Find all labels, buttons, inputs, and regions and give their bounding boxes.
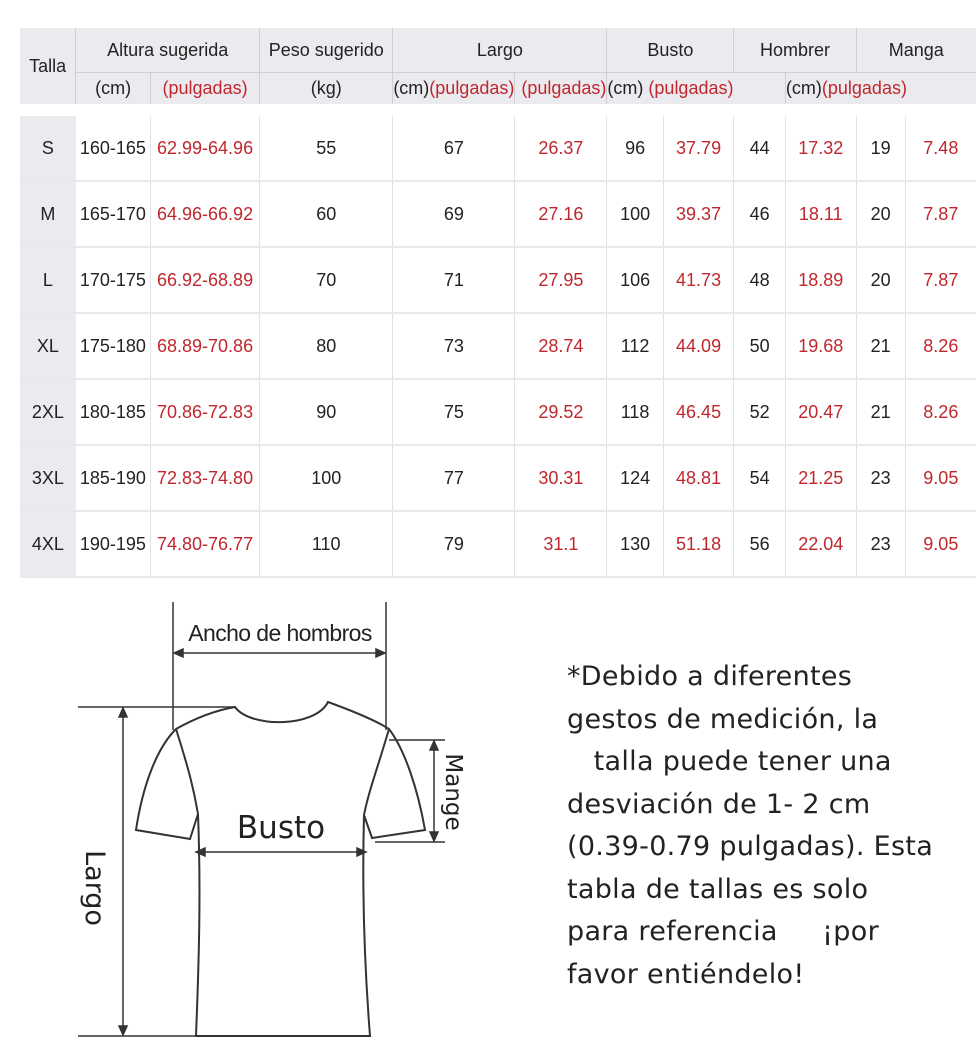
- cell-kg: 80: [260, 313, 393, 379]
- cell-s-in: 21.25: [785, 445, 856, 511]
- unit-largo-cm-text: (cm): [393, 78, 430, 98]
- unit-manga: [785, 73, 976, 105]
- cell-b-cm: 118: [607, 379, 663, 445]
- unit-altura-in: (pulgadas): [150, 73, 259, 105]
- cell-h-cm: 190-195: [76, 511, 151, 577]
- cell-l-in: 27.95: [515, 247, 607, 313]
- cell-l-in: 27.16: [515, 181, 607, 247]
- cell-h-in: 72.83-74.80: [150, 445, 259, 511]
- measurement-disclaimer: *Debido a diferentes gestos de medición, la talla puede tener una desviación de 1- 2 cm (0.39-0.79 pulgadas). Esta tabla de tallas es solo para referencia ¡por favor entiéndelo!: [567, 661, 934, 990]
- table-row: [20, 181, 976, 247]
- cell-size: M: [20, 181, 76, 247]
- unit-manga-cm: (cm): [785, 78, 822, 98]
- cell-b-cm: 100: [607, 181, 663, 247]
- unit-altura-cm: (cm): [76, 73, 151, 105]
- cell-l-cm: 71: [393, 247, 515, 313]
- cell-s-cm: 56: [734, 511, 786, 577]
- cell-size: 2XL: [20, 379, 76, 445]
- header-row: [20, 28, 976, 73]
- cell-b-cm: 130: [607, 511, 663, 577]
- cell-size: 3XL: [20, 445, 76, 511]
- cell-s-in: 18.11: [785, 181, 856, 247]
- unit-largo-cm: [393, 73, 515, 105]
- cell-m-in: 7.87: [905, 247, 976, 313]
- cell-m-in: 8.26: [905, 313, 976, 379]
- cell-h-cm: 180-185: [76, 379, 151, 445]
- cell-kg: 90: [260, 379, 393, 445]
- cell-m-in: 8.26: [905, 379, 976, 445]
- cell-b-in: 48.81: [663, 445, 734, 511]
- cell-s-in: 18.89: [785, 247, 856, 313]
- cell-h-in: 68.89-70.86: [150, 313, 259, 379]
- table-row: [20, 511, 976, 577]
- cell-kg: 60: [260, 181, 393, 247]
- cell-h-in: 74.80-76.77: [150, 511, 259, 577]
- cell-l-in: 29.52: [515, 379, 607, 445]
- cell-l-cm: 79: [393, 511, 515, 577]
- cell-m-in: 9.05: [905, 511, 976, 577]
- cell-s-in: 20.47: [785, 379, 856, 445]
- cell-h-cm: 165-170: [76, 181, 151, 247]
- cell-s-cm: 52: [734, 379, 786, 445]
- cell-size: XL: [20, 313, 76, 379]
- cell-size: L: [20, 247, 76, 313]
- cell-b-cm: 106: [607, 247, 663, 313]
- cell-size: S: [20, 116, 76, 181]
- cell-h-cm: 175-180: [76, 313, 151, 379]
- cell-m-cm: 23: [856, 445, 905, 511]
- unit-hombrer: [607, 73, 785, 105]
- units-row: [20, 73, 976, 105]
- unit-busto-in: (pulgadas): [515, 73, 607, 105]
- cell-l-cm: 75: [393, 379, 515, 445]
- unit-hombrer-cm: (cm): [607, 78, 644, 98]
- header-peso: Peso sugerido: [260, 28, 393, 73]
- cell-m-cm: 19: [856, 116, 905, 181]
- cell-m-cm: 21: [856, 379, 905, 445]
- cell-h-cm: 160-165: [76, 116, 151, 181]
- cell-l-in: 28.74: [515, 313, 607, 379]
- table-row: [20, 247, 976, 313]
- cell-b-in: 51.18: [663, 511, 734, 577]
- cell-m-cm: 20: [856, 247, 905, 313]
- cell-h-in: 70.86-72.83: [150, 379, 259, 445]
- cell-b-in: 41.73: [663, 247, 734, 313]
- cell-size: 4XL: [20, 511, 76, 577]
- size-rows: [20, 104, 976, 577]
- cell-m-cm: 21: [856, 313, 905, 379]
- cell-h-in: 66.92-68.89: [150, 247, 259, 313]
- cell-s-cm: 54: [734, 445, 786, 511]
- cell-kg: 55: [260, 116, 393, 181]
- bust-label: Busto: [236, 810, 326, 846]
- sleeve-label: Mange: [440, 753, 466, 831]
- tshirt-measurement-diagram: [0, 590, 560, 1056]
- header-talla: Talla: [20, 28, 76, 104]
- cell-s-cm: 48: [734, 247, 786, 313]
- header-altura: Altura sugerida: [76, 28, 260, 73]
- header-hombrer: Hombrer: [734, 28, 856, 73]
- table-row: [20, 116, 976, 181]
- header-largo: Largo: [393, 28, 607, 73]
- cell-b-in: 39.37: [663, 181, 734, 247]
- cell-m-in: 7.48: [905, 116, 976, 181]
- cell-l-in: 31.1: [515, 511, 607, 577]
- cell-h-cm: 185-190: [76, 445, 151, 511]
- table-row: [20, 379, 976, 445]
- cell-s-in: 17.32: [785, 116, 856, 181]
- cell-s-cm: 46: [734, 181, 786, 247]
- cell-m-in: 7.87: [905, 181, 976, 247]
- cell-m-in: 9.05: [905, 445, 976, 511]
- header-busto: Busto: [607, 28, 734, 73]
- cell-m-cm: 23: [856, 511, 905, 577]
- cell-l-in: 30.31: [515, 445, 607, 511]
- cell-b-cm: 112: [607, 313, 663, 379]
- cell-b-in: 44.09: [663, 313, 734, 379]
- cell-kg: 110: [260, 511, 393, 577]
- cell-l-in: 26.37: [515, 116, 607, 181]
- unit-peso: (kg): [260, 73, 393, 105]
- cell-s-in: 22.04: [785, 511, 856, 577]
- cell-h-in: 62.99-64.96: [150, 116, 259, 181]
- unit-hombrer-in: (pulgadas): [648, 78, 734, 98]
- unit-manga-in: (pulgadas): [821, 78, 907, 98]
- header-manga: Manga: [856, 28, 976, 73]
- unit-largo-in: (pulgadas): [429, 78, 515, 98]
- cell-l-cm: 77: [393, 445, 515, 511]
- cell-l-cm: 69: [393, 181, 515, 247]
- cell-h-in: 64.96-66.92: [150, 181, 259, 247]
- cell-b-in: 37.79: [663, 116, 734, 181]
- table-row: [20, 445, 976, 511]
- shoulder-label: Ancho de hombros: [188, 620, 372, 646]
- size-chart-table: [20, 28, 976, 578]
- cell-s-cm: 50: [734, 313, 786, 379]
- length-label: Largo: [79, 850, 110, 926]
- cell-m-cm: 20: [856, 181, 905, 247]
- cell-s-in: 19.68: [785, 313, 856, 379]
- cell-h-cm: 170-175: [76, 247, 151, 313]
- cell-b-in: 46.45: [663, 379, 734, 445]
- cell-l-cm: 73: [393, 313, 515, 379]
- table-row: [20, 313, 976, 379]
- cell-b-cm: 124: [607, 445, 663, 511]
- cell-kg: 70: [260, 247, 393, 313]
- cell-s-cm: 44: [734, 116, 786, 181]
- cell-kg: 100: [260, 445, 393, 511]
- cell-l-cm: 67: [393, 116, 515, 181]
- cell-b-cm: 96: [607, 116, 663, 181]
